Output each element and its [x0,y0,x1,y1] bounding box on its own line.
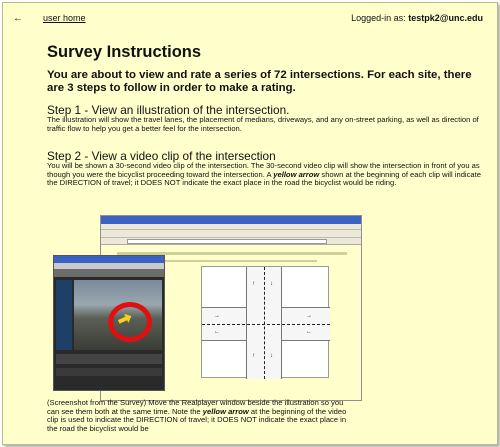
logged-in-label: Logged-in as: [351,13,406,23]
step1-description: The illustration will show the travel lanes, the placement of medians, driveways, and any on-street parking, as well as direction of traffic flow to help you get a better feel for the intersection. [47,115,479,133]
lane-arrow-icon: ↓ [270,281,273,287]
lane-arrow-icon: ↑ [252,281,255,287]
browser-address-bar [101,238,361,245]
step2-text-b: shown at the beginning of each clip will indicate the DIRECTION of travel; it DOES NOT indicate the exact place in the road the bicyclist would be riding. [47,169,481,188]
lane-arrow-icon: ← [306,329,312,335]
top-bar [9,13,491,27]
browser-toolbar [101,230,361,238]
browser-titlebar [101,216,361,224]
survey-page [2,2,498,445]
lane-arrow-icon: → [306,313,312,319]
user-email: testpk2@unc.edu [408,13,483,23]
page-title: Survey Instructions [47,43,202,61]
player-status-bar [56,368,162,376]
caption-yellow-arrow-emphasis: yellow arrow [202,406,249,416]
caption-text-a: (Screenshot from the Survey) Move the Realplayer window beside the illustration so you can see them both at the same time. Note the [47,398,344,416]
player-titlebar [54,256,164,263]
step1-heading: Step 1 - View an illustration of the intersection. [47,103,290,117]
survey-screenshot [53,215,363,401]
lane-arrow-icon: → [214,313,220,319]
highlight-ring-icon [108,302,152,342]
player-sidebar [56,280,72,350]
lane-divider-vertical [264,267,265,379]
lane-arrow-icon: ↓ [270,353,273,359]
user-home-link[interactable]: user home [43,13,86,23]
lane-divider-horizontal [202,324,330,325]
screenshot-caption [47,399,347,433]
address-field [127,239,327,244]
player-controls [56,354,162,364]
realplayer-window [53,255,165,391]
lane-arrow-icon: ← [214,329,220,335]
login-status [351,13,483,23]
step2-text-a: You will be shown a 30-second video clip of the intersection. The 30-second video clip will show the intersection in front of you as though you were the bicyclist proceeding toward the intersection. A [47,161,480,179]
lane-arrow-icon: ↑ [252,353,255,359]
back-arrow-icon[interactable]: ← [13,13,23,24]
player-toolbar [54,269,164,277]
step2-heading: Step 2 - View a video clip of the intersection [47,149,276,163]
step2-yellow-arrow-emphasis: yellow arrow [273,169,320,179]
intersection-illustration [201,266,329,378]
intro-text: You are about to view and rate a series of 72 intersections. For each site, there are 3 steps to follow in order to make a rating. [47,69,472,94]
step2-description [47,162,491,188]
caption-text-b: at the beginning of the video clip is used to indicate the DIRECTION of travel; it DOES NOT indicate the exact place in the road the bicyclist would be [47,406,347,433]
